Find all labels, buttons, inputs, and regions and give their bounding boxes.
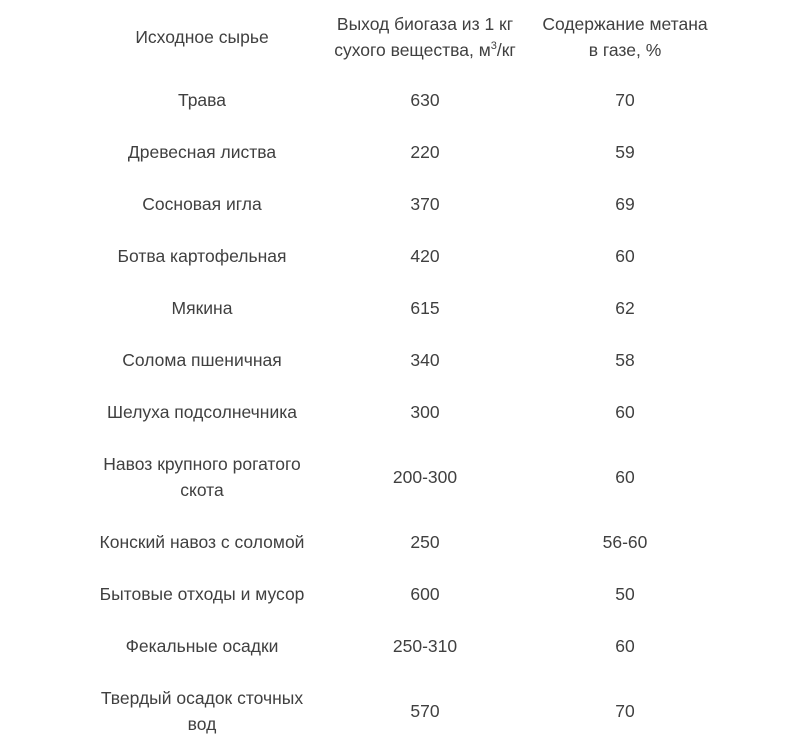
table-row	[82, 672, 722, 750]
cell-yield: 630	[410, 90, 440, 110]
cell-material: Мякина	[171, 298, 233, 318]
cell-methane: 59	[615, 142, 635, 162]
table-body	[82, 74, 722, 750]
cell-yield: 600	[410, 584, 440, 604]
cell-methane: 60	[615, 636, 635, 656]
table-row	[82, 386, 722, 438]
cell-methane: 70	[615, 90, 635, 110]
header-methane-content	[528, 0, 722, 74]
table-row	[82, 438, 722, 516]
table-row	[82, 74, 722, 126]
header-row	[82, 0, 722, 74]
cell-methane: 56-60	[602, 532, 648, 552]
cell-methane: 70	[615, 701, 635, 721]
cell-yield: 250-310	[392, 636, 458, 656]
cell-yield: 300	[410, 402, 440, 422]
header-raw-material: Исходное сырье	[135, 27, 269, 47]
cell-yield: 370	[410, 194, 440, 214]
cell-methane: 60	[615, 402, 635, 422]
header-methane-content-line1: Содержание метана	[542, 14, 708, 34]
cell-methane: 62	[615, 298, 635, 318]
header-biogas-yield	[322, 0, 528, 74]
table-row	[82, 516, 722, 568]
biogas-yield-table	[82, 0, 722, 750]
cell-methane: 58	[615, 350, 635, 370]
cell-material: Древесная листва	[127, 142, 277, 162]
table-row	[82, 620, 722, 672]
cell-methane: 69	[615, 194, 635, 214]
cell-methane: 60	[615, 467, 635, 487]
table-row	[82, 126, 722, 178]
table-row	[82, 334, 722, 386]
cell-yield: 570	[410, 701, 440, 721]
cell-methane: 50	[615, 584, 635, 604]
table-row	[82, 178, 722, 230]
cell-material: Навоз крупного рогатого скота	[103, 454, 301, 500]
cell-material: Солома пшеничная	[122, 350, 282, 370]
cell-material: Твердый осадок сточных вод	[100, 688, 304, 734]
cubic-superscript: 3	[490, 40, 497, 53]
table-row	[82, 568, 722, 620]
header-methane-content-line2: в газе, %	[588, 40, 662, 60]
cell-yield: 420	[410, 246, 440, 266]
cell-yield: 340	[410, 350, 440, 370]
cell-yield: 220	[410, 142, 440, 162]
cell-methane: 60	[615, 246, 635, 266]
header-biogas-yield-line1: Выход биогаза из 1 кг	[336, 14, 514, 34]
cell-material: Фекальные осадки	[125, 636, 279, 656]
cell-material: Трава	[177, 90, 226, 110]
table-header	[82, 0, 722, 74]
cell-yield: 615	[410, 298, 440, 318]
table-row	[82, 282, 722, 334]
table-row	[82, 230, 722, 282]
cell-yield: 200-300	[392, 467, 458, 487]
cell-yield: 250	[410, 532, 440, 552]
cell-material: Шелуха подсолнечника	[107, 402, 297, 422]
cell-material: Ботва картофельная	[117, 246, 287, 266]
cell-material: Сосновая игла	[142, 194, 262, 214]
cell-material: Конский навоз с соломой	[99, 532, 305, 552]
header-biogas-yield-line2: сухого вещества, м	[334, 40, 491, 60]
header-biogas-yield-unit: /кг	[496, 40, 516, 60]
cell-material: Бытовые отходы и мусор	[99, 584, 305, 604]
